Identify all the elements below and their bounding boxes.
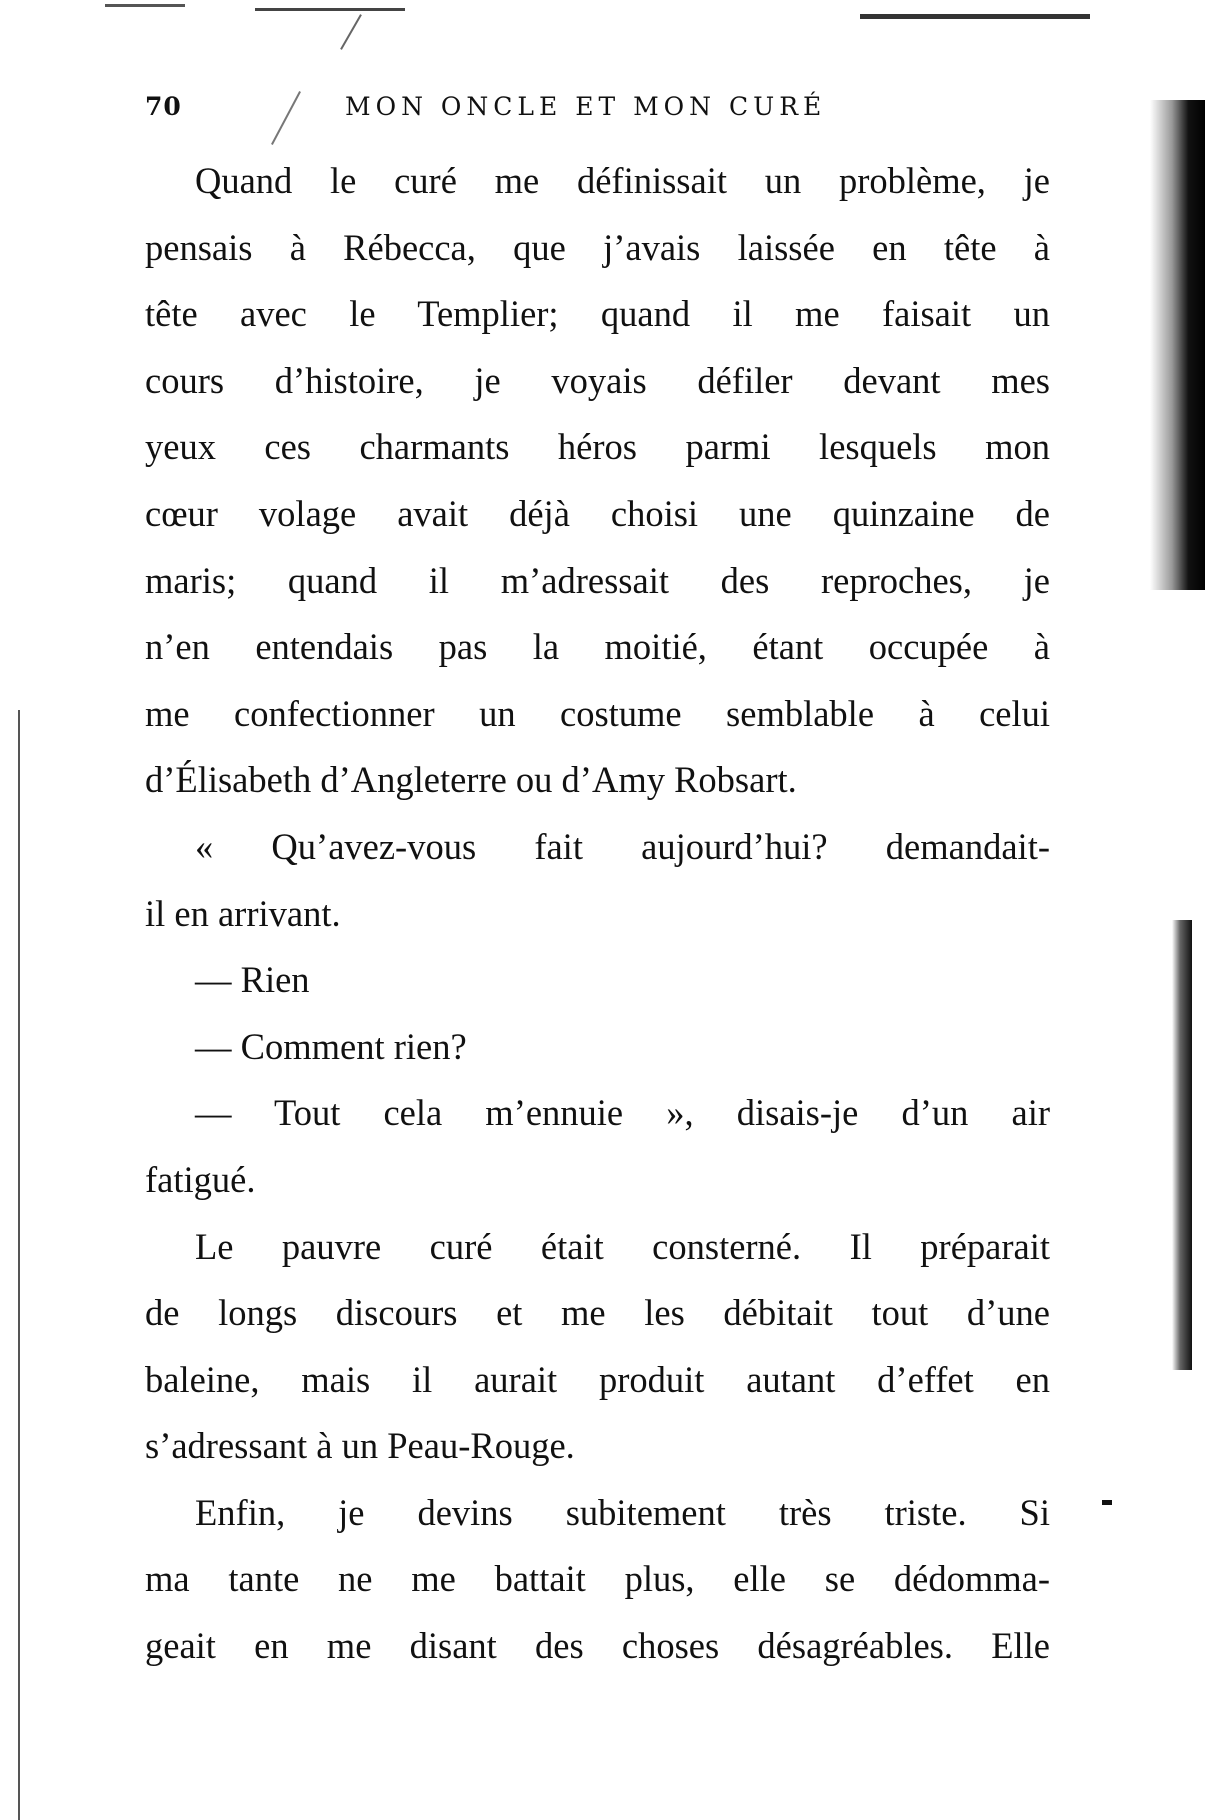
body-text [145, 148, 1050, 1680]
text-line: Quand le curé me définissait un problème, je [195, 160, 1050, 201]
page-header [145, 92, 1065, 126]
text-line: — Tout cela m’ennuie », disais-je d’un air [195, 1092, 1050, 1134]
text-line: de longs discours et me les débitait tout d’une [145, 1292, 1050, 1334]
text-line: d’Élisabeth d’Angleterre ou d’Amy Robsart. [145, 759, 797, 801]
text-line: ma tante ne me battait plus, elle se dédomma- [145, 1558, 1050, 1600]
text-line: cœur volage avait déjà choisi une quinzaine de [145, 492, 1050, 534]
scan-artifact-right-shadow [1150, 100, 1205, 590]
page-number: 70 [145, 92, 182, 121]
text-line: cours d’histoire, je voyais défiler devant mes [145, 359, 1050, 401]
text-line: Le pauvre curé était consterné. Il préparait [195, 1225, 1050, 1267]
text-line: yeux ces charmants héros parmi lesquels mon [145, 426, 1050, 468]
header-pen-mark [271, 91, 301, 145]
text-line: geait en me disant des choses désagréables. Elle [145, 1625, 1050, 1667]
text-line: tête avec le Templier; quand il me faisait un [145, 293, 1050, 335]
text-line: « Qu’avez-vous fait aujourd’hui? demandait- [195, 825, 1050, 867]
text-line: — Comment rien? [195, 1025, 467, 1067]
scan-artifact-top-right [860, 14, 1090, 19]
text-line: s’adressant à un Peau-Rouge. [145, 1425, 575, 1467]
scan-artifact-top-middle [255, 8, 405, 11]
text-line: — Rien [195, 959, 310, 1001]
text-line: maris; quand il m’adressait des reproches, je [145, 559, 1050, 601]
scan-artifact-dash [1102, 1500, 1112, 1505]
text-line: baleine, mais il aurait produit autant d’effet en [145, 1358, 1050, 1400]
text-line: fatigué. [145, 1158, 256, 1200]
text-line: me confectionner un costume semblable à celui [145, 692, 1050, 734]
running-title: MON ONCLE ET MON CURÉ [345, 92, 827, 121]
text-line: il en arrivant. [145, 892, 341, 934]
text-line: n’en entendais pas la moitié, étant occupée à [145, 626, 1050, 668]
scan-artifact-top-left [105, 4, 185, 7]
scan-artifact-slash [340, 14, 362, 50]
text-line: Enfin, je devins subitement très triste. Si [195, 1491, 1050, 1533]
scan-artifact-left-edge [18, 710, 20, 1820]
scan-artifact-right-shadow-lower [1172, 920, 1192, 1370]
text-line: pensais à Rébecca, que j’avais laissée en tête à [145, 226, 1050, 268]
